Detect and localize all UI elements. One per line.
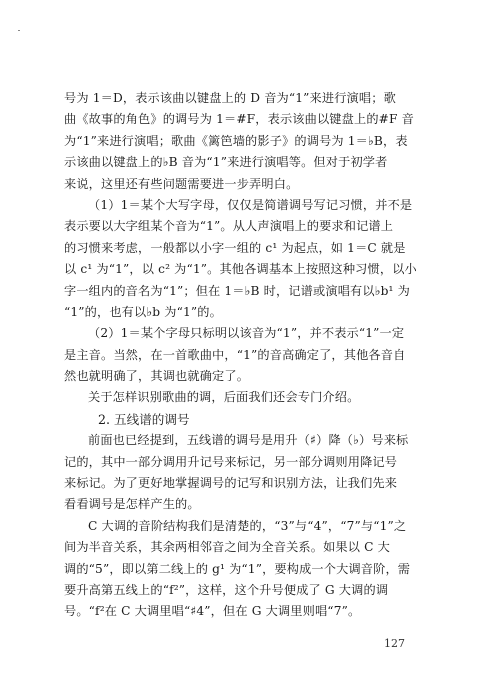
page-number: 127 [384,637,405,650]
text-line: 字一组内的音名为“1”；但在 1＝♭B 时，记谱或演唱有以♭b¹ 为 [64,283,410,298]
text-line: 表示要以大字组某个音为“1”。从人声演唱上的要求和记谱上 [64,219,394,234]
text-line: 要升高第五线上的“f²”，这样，这个升号便成了 G 大调的调 [64,582,389,597]
section-heading: 2. 五线谱的调号 [98,411,190,427]
paragraph-start: 前面也已经提到，五线谱的调号是用升（♯）降（♭）号来标 [88,433,409,448]
paragraph-start: 关于怎样识别歌曲的调，后面我们还会专门介绍。 [88,390,360,405]
text-line: 为“1”来进行演唱；歌曲《篱笆墙的影子》的调号为 1＝♭B，表 [64,133,408,148]
text-line: 调的“5”，即以第二线上的 g¹ 为“1”，要构成一个大调音阶，需 [64,561,411,576]
paragraph-start: （2）1＝某个字母只标明以该音为“1”，并不表示“1”一定 [88,326,405,341]
paragraph-start: C 大调的音阶结构我们是清楚的，“3”与“4”，“7”与“1”之 [88,518,407,533]
text-line: 间为半音关系，其余两相邻音之间为全音关系。如果以 C 大 [64,540,390,555]
text-line: 来标记。为了更好地掌握调号的记写和识别方法，让我们先来 [64,476,398,491]
text-line: “1”的，也有以♭b 为“1”的。 [64,304,222,319]
scan-speck [18,30,20,31]
text-line: 记的，其中一部分调用升记号来标记，另一部分调则用降记号 [64,454,398,469]
text-line: 曲《故事的角色》的调号为 1＝#F，表示该曲以键盘上的#F 音 [64,112,414,127]
text-line: 以 c¹ 为“1”，以 c² 为“1”。其他各调基本上按照这种习惯，以小 [64,262,417,277]
text-line: 是主音。当然，在一首歌曲中，“1”的音高确定了，其他各音自 [64,347,406,362]
text-line: 的习惯来考虑，一般都以小字一组的 c¹ 为起点，如 1＝C 就是 [64,240,406,255]
text-line: 号。“f²在 C 大调里唱“♯4”，但在 G 大调里则唱“7”。 [64,604,361,619]
text-line: 来说，这里还有些问题需要进一步弄明白。 [64,176,299,191]
text-line: 示该曲以键盘上的♭B 音为“1”来进行演唱等。但对于初学者 [64,155,388,170]
paragraph-start: （1）1＝某个大写字母，仅仅是简谱调号写记习惯，并不是 [88,197,413,212]
body-text [64,88,430,623]
text-line: 号为 1＝D，表示该曲以键盘上的 D 音为“1”来进行演唱；歌 [64,91,396,105]
text-line: 看看调号是怎样产生的。 [64,497,200,512]
text-line: 然也就明确了，其调也就确定了。 [64,369,250,384]
